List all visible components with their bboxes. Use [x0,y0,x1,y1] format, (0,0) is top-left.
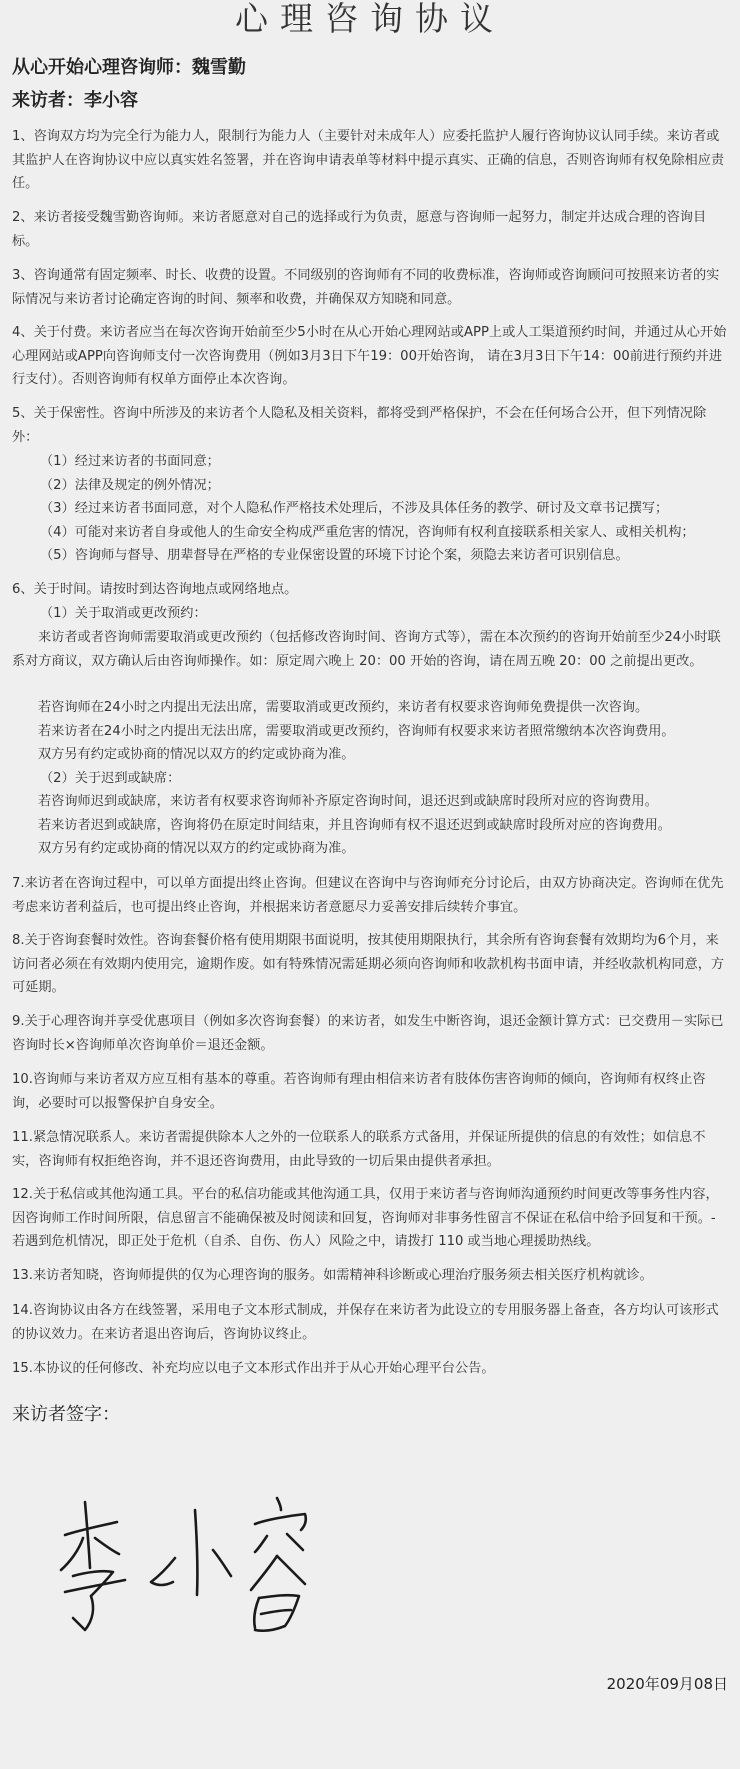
clause-5-item: （4）可能对来访者自身或他人的生命安全构成严重危害的情况，咨询师有权利直接联系相关家人、或相关机构； [40,525,695,540]
signature-label: 来访者签字： [12,1404,120,1425]
clause-9: 9.关于心理咨询并享受优惠项目（例如多次咨询套餐）的来访者，如发生中断咨询，退还金额计算方式：已交费用－实际已咨询时长×咨询师单次咨询单价＝退还金额。 [12,1014,724,1053]
clause-6-sub2-line: 若咨询师迟到或缺席，来访者有权要求咨询师补齐原定咨询时间，退还迟到或缺席时段所对应的咨询费用。 [38,794,658,809]
clause-5: 5、关于保密性。咨询中所涉及的来访者个人隐私及相关资料，都将受到严格保护，不会在任何场合公开，但下列情况除外： [12,406,707,445]
handwritten-signature [55,1480,355,1640]
clause-6-sub1-line: 若咨询师在24小时之内提出无法出席，需要取消或更改预约，来访者有权要求咨询师免费提供一次咨询。 [38,700,649,715]
clause-5-item: （2）法律及规定的例外情况； [40,478,220,493]
clause-6-sub1-text: 来访者或者咨询师需要取消或更改预约（包括修改咨询时间、咨询方式等），需在本次预约的咨询开始前至少24小时联系对方商议，双方确认后由咨询师操作。如：原定周六晚上 20：00 开始的咨询，请在周五晚 20：00 之前提出更改。 [12,630,721,669]
counselor-line: 从心开始心理咨询师：魏雪勤 [12,57,246,78]
signature-date: 2020年09月08日 [606,1675,728,1693]
clause-6-sub1-heading: （1）关于取消或更改预约： [40,606,207,621]
clause-7: 7.来访者在咨询过程中，可以单方面提出终止咨询。但建议在咨询中与咨询师充分讨论后，由双方协商决定。咨询师在优先考虑来访者利益后，也可提出终止咨询，并根据来访者意愿尽力妥善安排后续转介事宜。 [12,876,724,915]
clause-12: 12.关于私信或其他沟通工具。平台的私信功能或其他沟通工具，仅用于来访者与咨询师沟通预约时间更改等事务性内容，因咨询师工作时间所限，信息留言不能确保被及时阅读和回复，咨询师对非事务性留言不保证在私信中给予回复和干预。- 若遇到危机情况，即正处于危机（自杀、自伤、伤人）风险之中，请拨打 110 或当地心理援助热线。 [12,1187,719,1249]
clause-6: 6、关于时间。请按时到达咨询地点或网络地点。 [12,582,298,597]
clause-6-sub2-line: 双方另有约定或协商的情况以双方的约定或协商为准。 [38,841,355,856]
clause-10: 10.咨询师与来访者双方应互相有基本的尊重。若咨询师有理由相信来访者有肢体伤害咨询师的倾向，咨询师有权终止咨询，必要时可以报警保护自身安全。 [12,1072,706,1111]
clause-14: 14.咨询协议由各方在线签署，采用电子文本形式制成，并保存在来访者为此设立的专用服务器上备查，各方均认可该形式的协议效力。在来访者退出咨询后，咨询协议终止。 [12,1303,719,1342]
clause-6-sub2-line: 若来访者迟到或缺席，咨询将仍在原定时间结束，并且咨询师有权不退还迟到或缺席时段所对应的咨询费用。 [38,818,671,833]
document-title: 心理咨询协议 [235,0,505,38]
clause-5-item: （5）咨询师与督导、朋辈督导在严格的专业保密设置的环境下讨论个案，须隐去来访者可识别信息。 [40,548,629,563]
clause-15: 15.本协议的任何修改、补充均应以电子文本形式作出并于从心开始心理平台公告。 [12,1361,495,1376]
clause-6-sub1-line: 若来访者在24小时之内提出无法出席，需要取消或更改预约，咨询师有权要求来访者照常缴纳本次咨询费用。 [38,724,675,739]
clause-3: 3、咨询通常有固定频率、时长、收费的设置。不同级别的咨询师有不同的收费标准，咨询师或咨询顾问可按照来访者的实际情况与来访者讨论确定咨询的时间、频率和收费，并确保双方知晓和同意。 [12,268,720,307]
clause-4: 4、关于付费。来访者应当在每次咨询开始前至少5小时在从心开始心理网站或APP上或人工渠道预约时间，并通过从心开始心理网站或APP向咨询师支付一次咨询费用（例如3月3日下午19：00开始咨询， 请在3月3日下午14：00前进行预约并进行支付）。否则咨询师有权单方面停止本次咨询。 [12,325,727,387]
clause-5-item: （1）经过来访者的书面同意； [40,454,220,469]
clause-1: 1、咨询双方均为完全行为能力人，限制行为能力人（主要针对未成年人）应委托监护人履行咨询协议认同手续。来访者或其监护人在咨询协议中应以真实姓名签署，并在咨询申请表单等材料中提示真实、正确的信息，否则咨询师有权免除相应责任。 [12,129,725,191]
clause-11: 11.紧急情况联系人。来访者需提供除本人之外的一位联系人的联系方式备用，并保证所提供的信息的有效性；如信息不实，咨询师有权拒绝咨询，并不退还咨询费用，由此导致的一切后果由提供者承担。 [12,1130,706,1169]
clause-6-sub2-heading: （2）关于迟到或缺席： [40,771,181,786]
clause-8: 8.关于咨询套餐时效性。咨询套餐价格有使用期限书面说明，按其使用期限执行，其余所有咨询套餐有效期均为6个月，来访问者必须在有效期内使用完，逾期作废。如有特殊情况需延期必须向咨询师和收款机构书面申请，并经收款机构同意，方可延期。 [12,933,725,995]
clause-6-sub1-line: 双方另有约定或协商的情况以双方的约定或协商为准。 [38,747,355,762]
clause-13: 13.来访者知晓，咨询师提供的仅为心理咨询的服务。如需精神科诊断或心理治疗服务须去相关医疗机构就诊。 [12,1268,653,1283]
clause-2: 2、来访者接受魏雪勤咨询师。来访者愿意对自己的选择或行为负责，愿意与咨询师一起努力，制定并达成合理的咨询目标。 [12,210,707,249]
clause-5-item: （3）经过来访者书面同意，对个人隐私作严格技术处理后，不涉及具体任务的教学、研讨及文章书记撰写； [40,501,669,516]
client-line: 来访者：李小容 [12,90,138,111]
